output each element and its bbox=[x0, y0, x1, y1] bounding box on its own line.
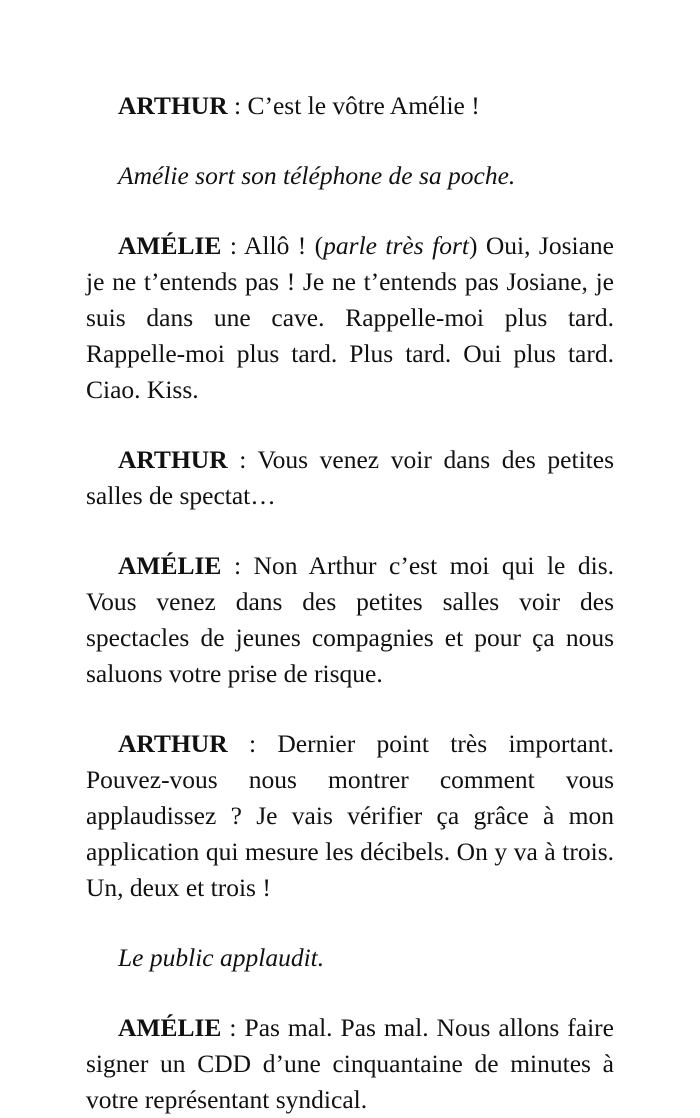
speaker-name: ARTHUR bbox=[118, 445, 228, 474]
stage-direction bbox=[86, 940, 614, 976]
speaker-name: AMÉLIE bbox=[118, 231, 222, 260]
separator: : bbox=[227, 445, 258, 474]
dialogue-line-amelie bbox=[86, 548, 614, 692]
dialogue-text-pre: Allô ! ( bbox=[243, 231, 324, 260]
dialogue-text: Pas mal. Pas mal. Nous allons faire signer un CDD d’une cinquantaine de minutes à votre représentant syndical. bbox=[86, 1013, 614, 1114]
separator: : bbox=[227, 91, 248, 120]
stage-direction-text: Le public applaudit. bbox=[118, 943, 325, 972]
dialogue-text: ) Oui, Josiane je ne t’entends pas ! Je ne t’entends pas Josiane, je suis dans une cave. Rappelle-moi plus tard. Rappelle-moi plus tard. Plus tard. Oui plus tard. Ciao. Kiss. bbox=[86, 231, 614, 404]
dialogue-line-arthur bbox=[86, 88, 614, 124]
stage-direction bbox=[86, 158, 614, 194]
dialogue-text: Dernier point très important. Pouvez-vous nous montrer comment vous applaudissez ? Je vais vérifier ça grâce à mon application qui mesure les décibels. On y va à trois. Un, deux et trois ! bbox=[86, 729, 614, 902]
separator: : bbox=[221, 1013, 245, 1042]
script-page bbox=[86, 88, 614, 1118]
speaker-name: ARTHUR bbox=[118, 729, 228, 758]
speaker-name: AMÉLIE bbox=[118, 551, 222, 580]
dialogue-line-amelie bbox=[86, 1010, 614, 1118]
separator: : bbox=[227, 729, 278, 758]
speaker-name: ARTHUR bbox=[118, 91, 228, 120]
separator: : bbox=[221, 231, 244, 260]
dialogue-line-arthur bbox=[86, 442, 614, 514]
dialogue-text: Non Arthur c’est moi qui le dis. Vous venez dans des petites salles voir des spectacles de jeunes compagnies et pour ça nous saluons votre prise de risque. bbox=[86, 551, 615, 688]
dialogue-text: Vous venez voir dans des petites salles de spectat… bbox=[86, 445, 614, 510]
stage-direction-text: Amélie sort son téléphone de sa poche. bbox=[118, 161, 516, 190]
speaker-name: AMÉLIE bbox=[118, 1013, 222, 1042]
dialogue-text: C’est le vôtre Amélie ! bbox=[247, 91, 480, 120]
separator: : bbox=[221, 551, 254, 580]
dialogue-line-arthur bbox=[86, 726, 614, 906]
dialogue-line-amelie bbox=[86, 228, 614, 408]
inline-stage-direction: parle très fort bbox=[323, 231, 469, 260]
